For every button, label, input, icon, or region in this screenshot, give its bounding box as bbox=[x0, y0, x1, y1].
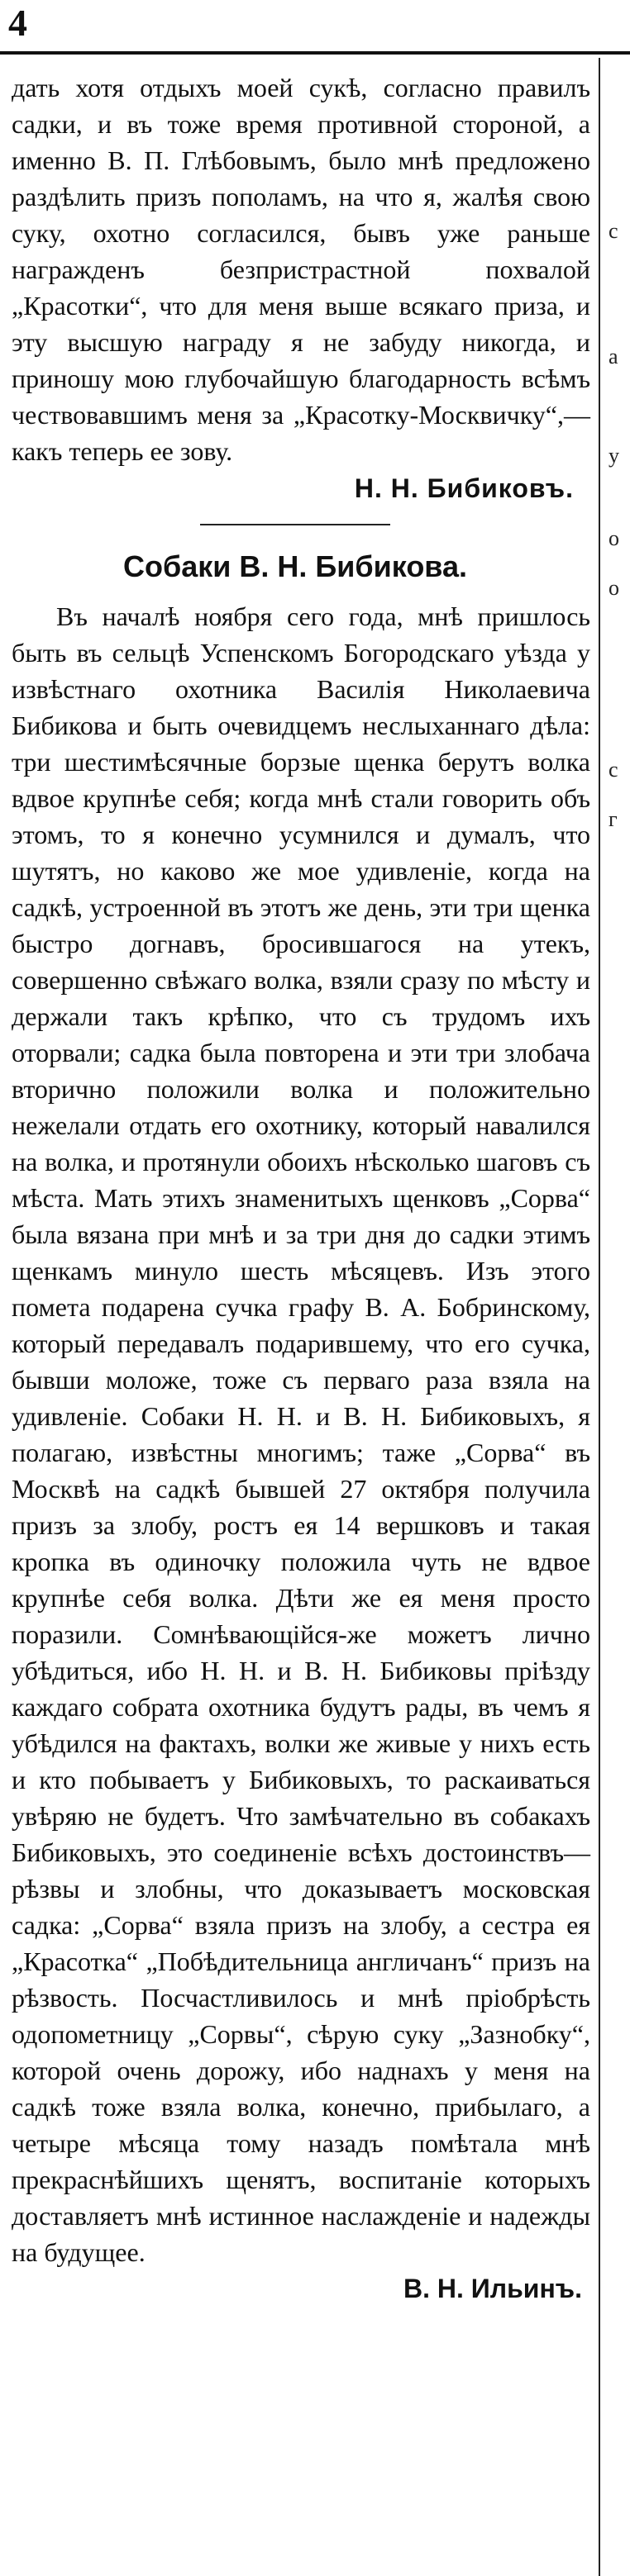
main-column bbox=[0, 69, 590, 2307]
letter-text: дать хотя отдыхъ моей сукѣ, согласно правилъ садки, и въ тоже время противной стороной, а именно В. П. Глѣбовымъ, было мнѣ предложено раздѣлить призъ пополамъ, на что я, жалѣя свою суку, охотно согласился, бывъ уже раньше награжденъ безпристрастной похвалой „Красотки“, что для меня выше всякаго приза, и эту высшую награду я не забуду никогда, и приношу мою глубочайшую благодарность всѣмъ чествовавшимъ меня за „Красотку-Москвичку“,—какъ теперь ее зову. bbox=[12, 73, 590, 466]
page-number: 4 bbox=[8, 2, 27, 44]
column-divider bbox=[599, 58, 600, 2576]
article-signature: В. Н. Ильинъ. bbox=[403, 2274, 582, 2303]
article-signature-line bbox=[0, 2270, 590, 2307]
edge-fragment: а bbox=[609, 345, 618, 368]
article-title: Собаки В. Н. Бибикова. bbox=[123, 549, 467, 583]
edge-fragment: у bbox=[609, 444, 619, 468]
edge-fragment: о bbox=[609, 526, 619, 550]
article-body bbox=[0, 598, 590, 2270]
article-separator bbox=[200, 524, 390, 525]
edge-fragment: с bbox=[609, 219, 618, 243]
edge-fragment: о bbox=[609, 576, 619, 600]
edge-fragment: с bbox=[609, 758, 618, 782]
letter-continuation bbox=[0, 69, 590, 469]
edge-fragment: г bbox=[609, 807, 618, 831]
letter-signature: Н. Н. Бибиковъ. bbox=[354, 473, 574, 503]
letter-signature-line bbox=[0, 469, 590, 507]
article-paragraph: Въ началѣ ноября сего года, мнѣ пришлось быть въ сельцѣ Успенскомъ Богородскаго уѣзда у извѣстнаго охотника Василія Николаевича Бибикова и быть очевидцемъ неслыханнаго дѣла: три шестимѣсячные борзые щенка берутъ волка вдвое крупнѣе себя; когда мнѣ стали говорить объ этомъ, то я конечно усумнился и думалъ, что шутятъ, но каково же мое удивленіе, когда на садкѣ, устроенной въ этотъ же день, эти три щенка быстро догнавъ, бросившагося на утекъ, совершенно свѣжаго волка, взяли сразу по мѣсту и держали такъ крѣпко, что съ трудомъ ихъ оторвали; садка была повторена и эти три злобача вторично положили волка и положительно нежелали отдать его охотнику, который навалился на волка, и протянули обоихъ нѣсколько шаговъ съ мѣста. Мать этихъ знаменитыхъ щенковъ „Сорва“ была вязана при мнѣ и за три дня до садки этимъ щенкамъ минуло шесть мѣсяцевъ. Изъ этого помета подарена сучка графу В. А. Бобринскому, который передавалъ подарившему, что его сучка, бывши моложе, тоже съ перваго раза взяла на удивленіе. Собаки Н. Н. и В. Н. Бибиковыхъ, я полагаю, извѣстны многимъ; таже „Сорва“ въ Москвѣ на садкѣ бывшей 27 октября получила призъ за злобу, ростъ ея 14 вершковъ и такая кропка въ одиночку положила чуть не вдвое крупнѣе себя волка. Дѣти же ея меня просто поразили. Сомнѣвающійся-же можетъ лично убѣдиться, ибо Н. Н. и В. Н. Бибиковы пріѣзду каждаго собрата охотника будутъ рады, въ чемъ я убѣдился на фактахъ, волки же живые у нихъ есть и кто побываетъ у Бибиковыхъ, то раскаиваться увѣряю не будетъ. Что замѣчательно въ собакахъ Бибиковыхъ, это соединеніе всѣхъ достоинствъ—рѣзвы и злобны, что доказываетъ московская садка: „Сорва“ взяла призъ на злобу, а сестра ея „Красотка“ „Побѣдительница англичанъ“ призъ на рѣзвость. Посчастливилось и мнѣ пріобрѣсть одопометницу „Сорвы“, сѣрую суку „Зазнобку“, которой очень дорожу, ибо наднахъ у меня на садкѣ тоже взяла волка, конечно, прибылаго, а четыре мѣсяца тому назадъ помѣтала мнѣ прекраснѣйшихъ щенятъ, воспитаніе которыхъ доставляетъ мнѣ истинное наслажденіе и надежды на будущее. bbox=[12, 601, 590, 2267]
header-rule bbox=[0, 51, 630, 55]
